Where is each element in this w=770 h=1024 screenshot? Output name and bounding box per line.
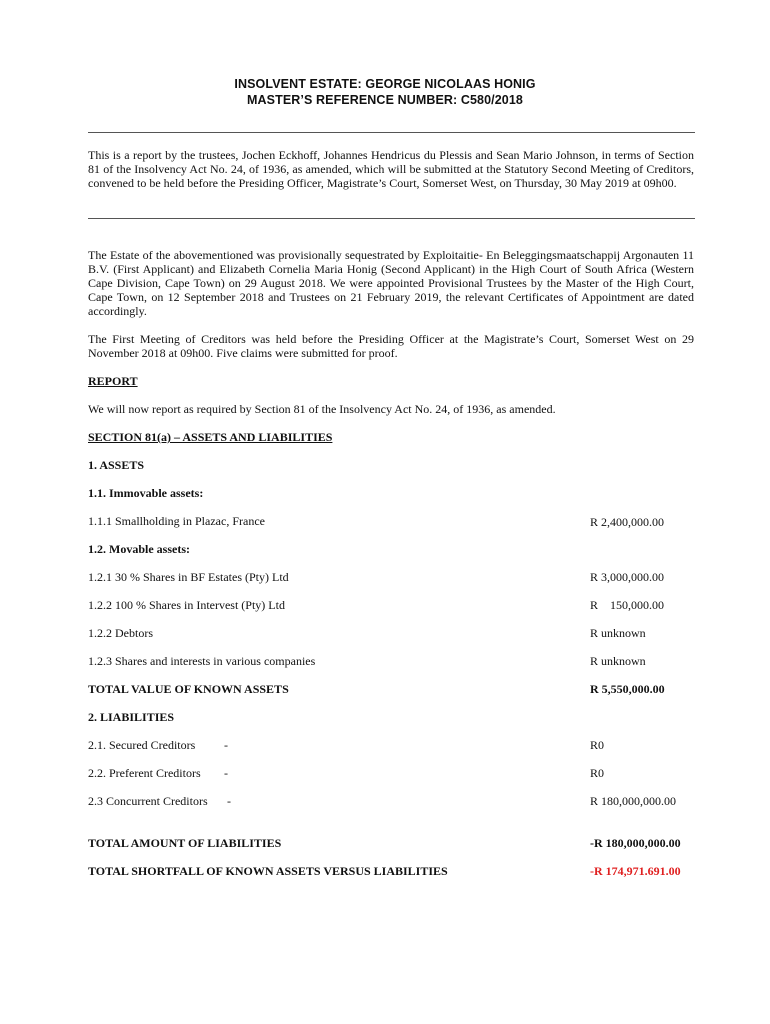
liability-value: R0: [590, 766, 605, 780]
total-liabilities-label: TOTAL AMOUNT OF LIABILITIES: [88, 836, 282, 850]
liability-dash: -: [224, 766, 228, 780]
asset-value: R 3,000,000.00: [590, 570, 665, 584]
section-heading: SECTION 81(a) – ASSETS AND LIABILITIES: [88, 430, 333, 444]
asset-value: R 2,400,000.00: [590, 515, 665, 529]
asset-label: 1.2.2 100 % Shares in Intervest (Pty) Ltd: [88, 598, 285, 612]
liability-label: 2.1. Secured Creditors: [88, 738, 196, 752]
first-meeting-paragraph: The First Meeting of Creditors was held before the Presiding Officer at the Magistrate’s Court, Somerset West on 29 November 2018 at 09h00. Five claims were submitted for proof.: [88, 332, 694, 360]
asset-label: 1.2.2 Debtors: [88, 626, 153, 640]
intro-paragraph: This is a report by the trustees, Jochen Eckhoff, Johannes Hendricus du Plessis and Sean Mario Johnson, in terms of Section 81 of the Insolvency Act No. 24, of 1936, as amended, which will be submitted at the Statutory Second Meeting of Creditors, convened to be held before the Presiding Officer, Magistrate’s Court, Somerset West, on Thursday, 30 May 2019 at 09h00.: [88, 148, 694, 190]
estate-title: INSOLVENT ESTATE: GEORGE NICOLAAS HONIG: [234, 77, 536, 91]
asset-value: R unknown: [590, 626, 646, 640]
report-text: We will now report as required by Section 81 of the Insolvency Act No. 24, of 1936, as amended.: [88, 402, 556, 416]
immovable-heading: 1.1. Immovable assets:: [88, 486, 204, 500]
liability-label: 2.2. Preferent Creditors: [88, 766, 201, 780]
liability-value: R0: [590, 738, 605, 752]
shortfall-label: TOTAL SHORTFALL OF KNOWN ASSETS VERSUS LIABILITIES: [88, 864, 448, 878]
report-heading: REPORT: [88, 374, 138, 388]
liability-dash: -: [224, 738, 228, 752]
liability-value: R 180,000,000.00: [590, 794, 677, 808]
asset-value: R 150,000.00: [590, 598, 665, 612]
liabilities-heading: 2. LIABILITIES: [88, 710, 175, 724]
total-assets-value: R 5,550,000.00: [590, 682, 665, 696]
asset-label: 1.2.1 30 % Shares in BF Estates (Pty) Ltd: [88, 570, 289, 584]
liability-label: 2.3 Concurrent Creditors: [88, 794, 208, 808]
movable-heading: 1.2. Movable assets:: [88, 542, 190, 556]
asset-label: 1.2.3 Shares and interests in various companies: [88, 654, 316, 668]
sequestration-paragraph: The Estate of the abovementioned was provisionally sequestrated by Exploitaitie- En Beleggingsmaatschappij Argonauten 11 B.V. (First Applicant) and Elizabeth Cornelia Maria Honig (Second Applicant) in the High Court of South Africa (Western Cape Division, Cape Town) on 29 August 2018. We were appointed Provisional Trustees by the Master of the High Court, Cape Town, on 12 September 2018 and Trustees on 21 February 2019, the relevant Certificates of Appointment are dated accordingly.: [88, 248, 694, 318]
top-divider: [88, 132, 695, 133]
asset-value: R unknown: [590, 654, 646, 668]
assets-heading: 1. ASSETS: [88, 458, 145, 472]
total-assets-label: TOTAL VALUE OF KNOWN ASSETS: [88, 682, 289, 696]
shortfall-value: -R 174,971.691.00: [590, 864, 681, 878]
intro-divider: [88, 218, 695, 219]
liability-dash: -: [227, 794, 231, 808]
total-liabilities-value: -R 180,000,000.00: [590, 836, 681, 850]
asset-label: 1.1.1 Smallholding in Plazac, France: [88, 514, 265, 528]
reference-number: MASTER’S REFERENCE NUMBER: C580/2018: [247, 93, 523, 107]
